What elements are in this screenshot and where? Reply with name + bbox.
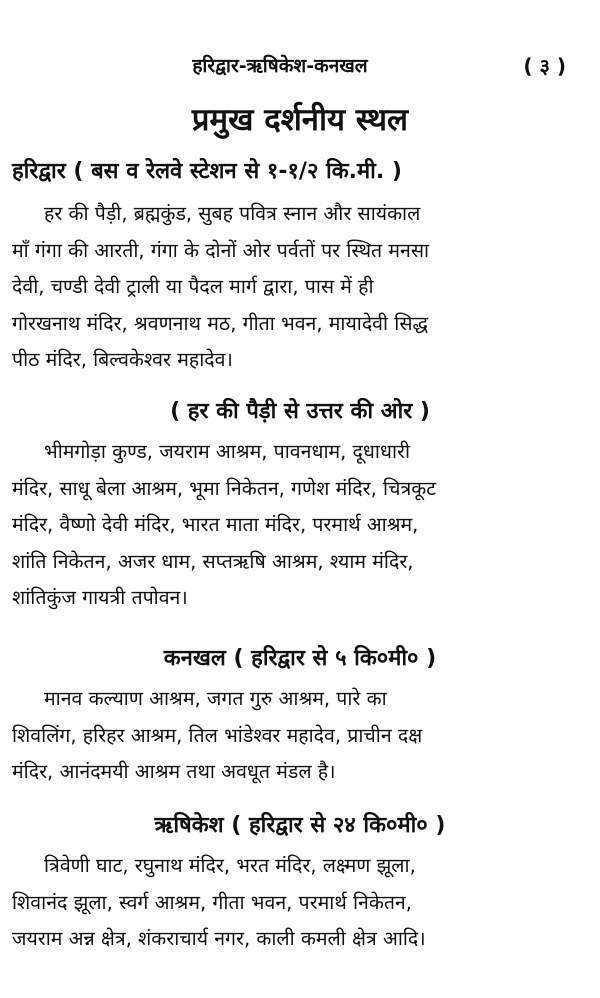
paragraph-haridwar [12,196,588,379]
paragraph-line: देवी, चण्डी देवी ट्राली या पैदल मार्ग द्वारा, पास में ही [12,275,374,298]
running-title: हरिद्वार-ऋषिकेश-कनखल [192,55,368,77]
paragraph-line: मंदिर, आनंदमयी आश्रम तथा अवधूत मंडल है। [12,760,336,783]
paragraph-line: शिवानंद झूला, स्वर्ग आश्रम, गीता भवन, परमार्थ निकेतन, [12,890,412,914]
section-heading-north: ( हर की पैड़ी से उत्तर की ओर ) [170,399,430,424]
paragraph-line: शिवलिंग, हरिहर आश्रम, तिल भांडेश्वर महादेव, प्राचीन दक्ष [12,723,423,747]
paragraph-line: गोरखनाथ मंदिर, श्रवणनाथ मठ, गीता भवन, मायादेवी सिद्ध [12,311,429,335]
paragraph-line: शांतिकुंज गायत्री तपोवन। [12,586,188,609]
paragraph-kankhal [12,681,588,791]
page-number: ( ३ ) [523,54,566,78]
running-header [0,50,600,82]
section-heading-kankhal: कनखल ( हरिद्वार से ५ कि०मी० ) [163,646,437,671]
paragraph-line: मंदिर, साधू बेला आश्रम, भूमा निकेतन, गणेश मंदिर, चित्रकूट [12,476,437,500]
paragraph-line: माँ गंगा की आरती, गंगा के दोनों ओर पर्वतों पर स्थित मनसा [12,238,430,262]
paragraph-line: भीमगोड़ा कुण्ड, जयराम आश्रम, पावनधाम, दूधाधारी [44,440,411,463]
main-title: प्रमुख दर्शनीय स्थल [191,102,409,138]
section-heading-haridwar: हरिद्वार ( बस व रेलवे स्टेशन से १-१/२ कि.मी. ) [12,159,402,184]
paragraph-rishikesh [12,848,588,958]
paragraph-line: शांति निकेतन, अजर धाम, सप्तऋषि आश्रम, श्याम मंदिर, [12,549,414,573]
section-heading-rishikesh: ऋषिकेश ( हरिद्वार से २४ कि०मी० ) [154,813,446,838]
paragraph-north [12,434,588,617]
paragraph-line: मंदिर, वैष्णो देवी मंदिर, भारत माता मंदिर, परमार्थ आश्रम, [12,513,419,536]
paragraph-line: मानव कल्याण आश्रम, जगत गुरु आश्रम, पारे का [44,687,387,710]
paragraph-line: पीठ मंदिर, बिल्वकेश्वर महादेव। [12,348,233,371]
paragraph-line: त्रिवेणी घाट, रघुनाथ मंदिर, भरत मंदिर, लक्ष्मण झूला, [44,854,416,877]
paragraph-line: जयराम अन्न क्षेत्र, शंकराचार्य नगर, काली कमली क्षेत्र आदि। [12,927,426,950]
paragraph-line: हर की पैड़ी, ब्रह्मकुंड, सुबह पवित्र स्नान और सायंकाल [44,202,421,225]
